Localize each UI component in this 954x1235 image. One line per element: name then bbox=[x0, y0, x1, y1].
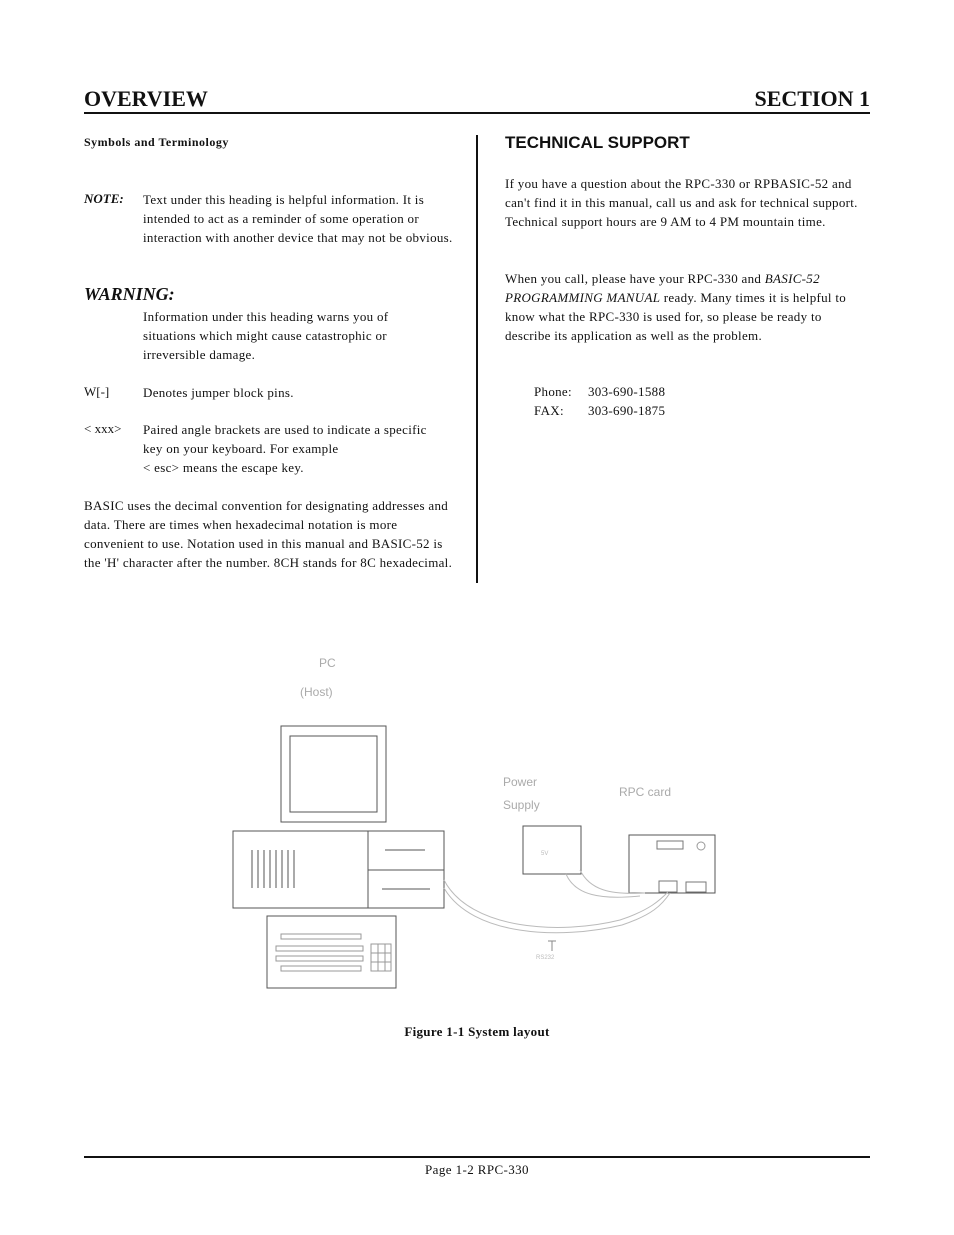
basic-paragraph: BASIC uses the decimal convention for designating addresses and data. There are times when hexadecimal notation is more convenient to use. Notation used in this manual and BASIC-52 is the 'H' character after the number. 8CH stands for 8C hexadecimal. bbox=[84, 498, 453, 570]
supply-label: Supply bbox=[503, 798, 540, 812]
power-label: Power bbox=[503, 775, 538, 789]
cable-text: RS232 bbox=[536, 955, 555, 961]
xxx-text: Paired angle brackets are used to indicate a specific key on your keyboard. For example bbox=[143, 422, 427, 456]
keyboard bbox=[267, 916, 396, 988]
w-text: Denotes jumper block pins. bbox=[143, 385, 294, 400]
phone-label: Phone: bbox=[534, 384, 572, 399]
section-subtitle: Symbols and Terminology bbox=[84, 135, 229, 149]
para2-start: When you call, please have your RPC-330 and bbox=[505, 271, 765, 286]
power-supply bbox=[523, 826, 581, 874]
fax-value: 303-690-1875 bbox=[588, 403, 666, 418]
page-footer: Page 1-2 RPC-330 bbox=[425, 1162, 529, 1177]
cables bbox=[444, 870, 670, 933]
para2-end: ready. Many times it is helpful to know what the RPC-330 is used for, so please be ready to describe its application as well as the problem. bbox=[505, 290, 847, 343]
pc-label: PC bbox=[319, 656, 336, 670]
vent-slots bbox=[252, 850, 294, 888]
w-label: W[-] bbox=[84, 384, 110, 399]
header-title: OVERVIEW bbox=[84, 86, 208, 111]
note-label: NOTE: bbox=[84, 191, 124, 206]
xxx-label: < xxx> bbox=[84, 421, 122, 436]
monitor-screen bbox=[290, 736, 377, 812]
xxx-text-2: < esc> means the escape key. bbox=[143, 460, 304, 475]
tech-support-para1: If you have a question about the RPC-330 or RPBASIC-52 and can't find it in this manual, call us and ask for technical support. Technical support hours are 9 AM to 4 PM mountain time. bbox=[505, 176, 858, 229]
key-rows bbox=[276, 934, 363, 971]
figure-caption: Figure 1-1 System layout bbox=[404, 1024, 550, 1039]
phone-value: 303-690-1588 bbox=[588, 384, 666, 399]
warning-label: WARNING: bbox=[84, 284, 175, 304]
monitor bbox=[281, 726, 386, 822]
rpc-card bbox=[629, 835, 715, 893]
fax-label: FAX: bbox=[534, 403, 564, 418]
warning-text: Information under this heading warns you of situations which might cause catastrophic or irreversible damage. bbox=[143, 309, 389, 362]
header-section: SECTION 1 bbox=[754, 86, 870, 111]
rpc-card-label: RPC card bbox=[619, 785, 672, 799]
footer-rule bbox=[84, 1156, 870, 1158]
tech-support-title: TECHNICAL SUPPORT bbox=[505, 133, 690, 152]
host-label: (Host) bbox=[300, 685, 333, 699]
note-text: Text under this heading is helpful information. It is intended to act as a reminder of some operation or interaction with another device that may not be obvious. bbox=[143, 192, 453, 245]
numpad bbox=[371, 944, 391, 971]
manual-title: BASIC-52 PROGRAMMING MANUAL bbox=[505, 271, 820, 305]
psu-text: 5V bbox=[541, 851, 549, 857]
